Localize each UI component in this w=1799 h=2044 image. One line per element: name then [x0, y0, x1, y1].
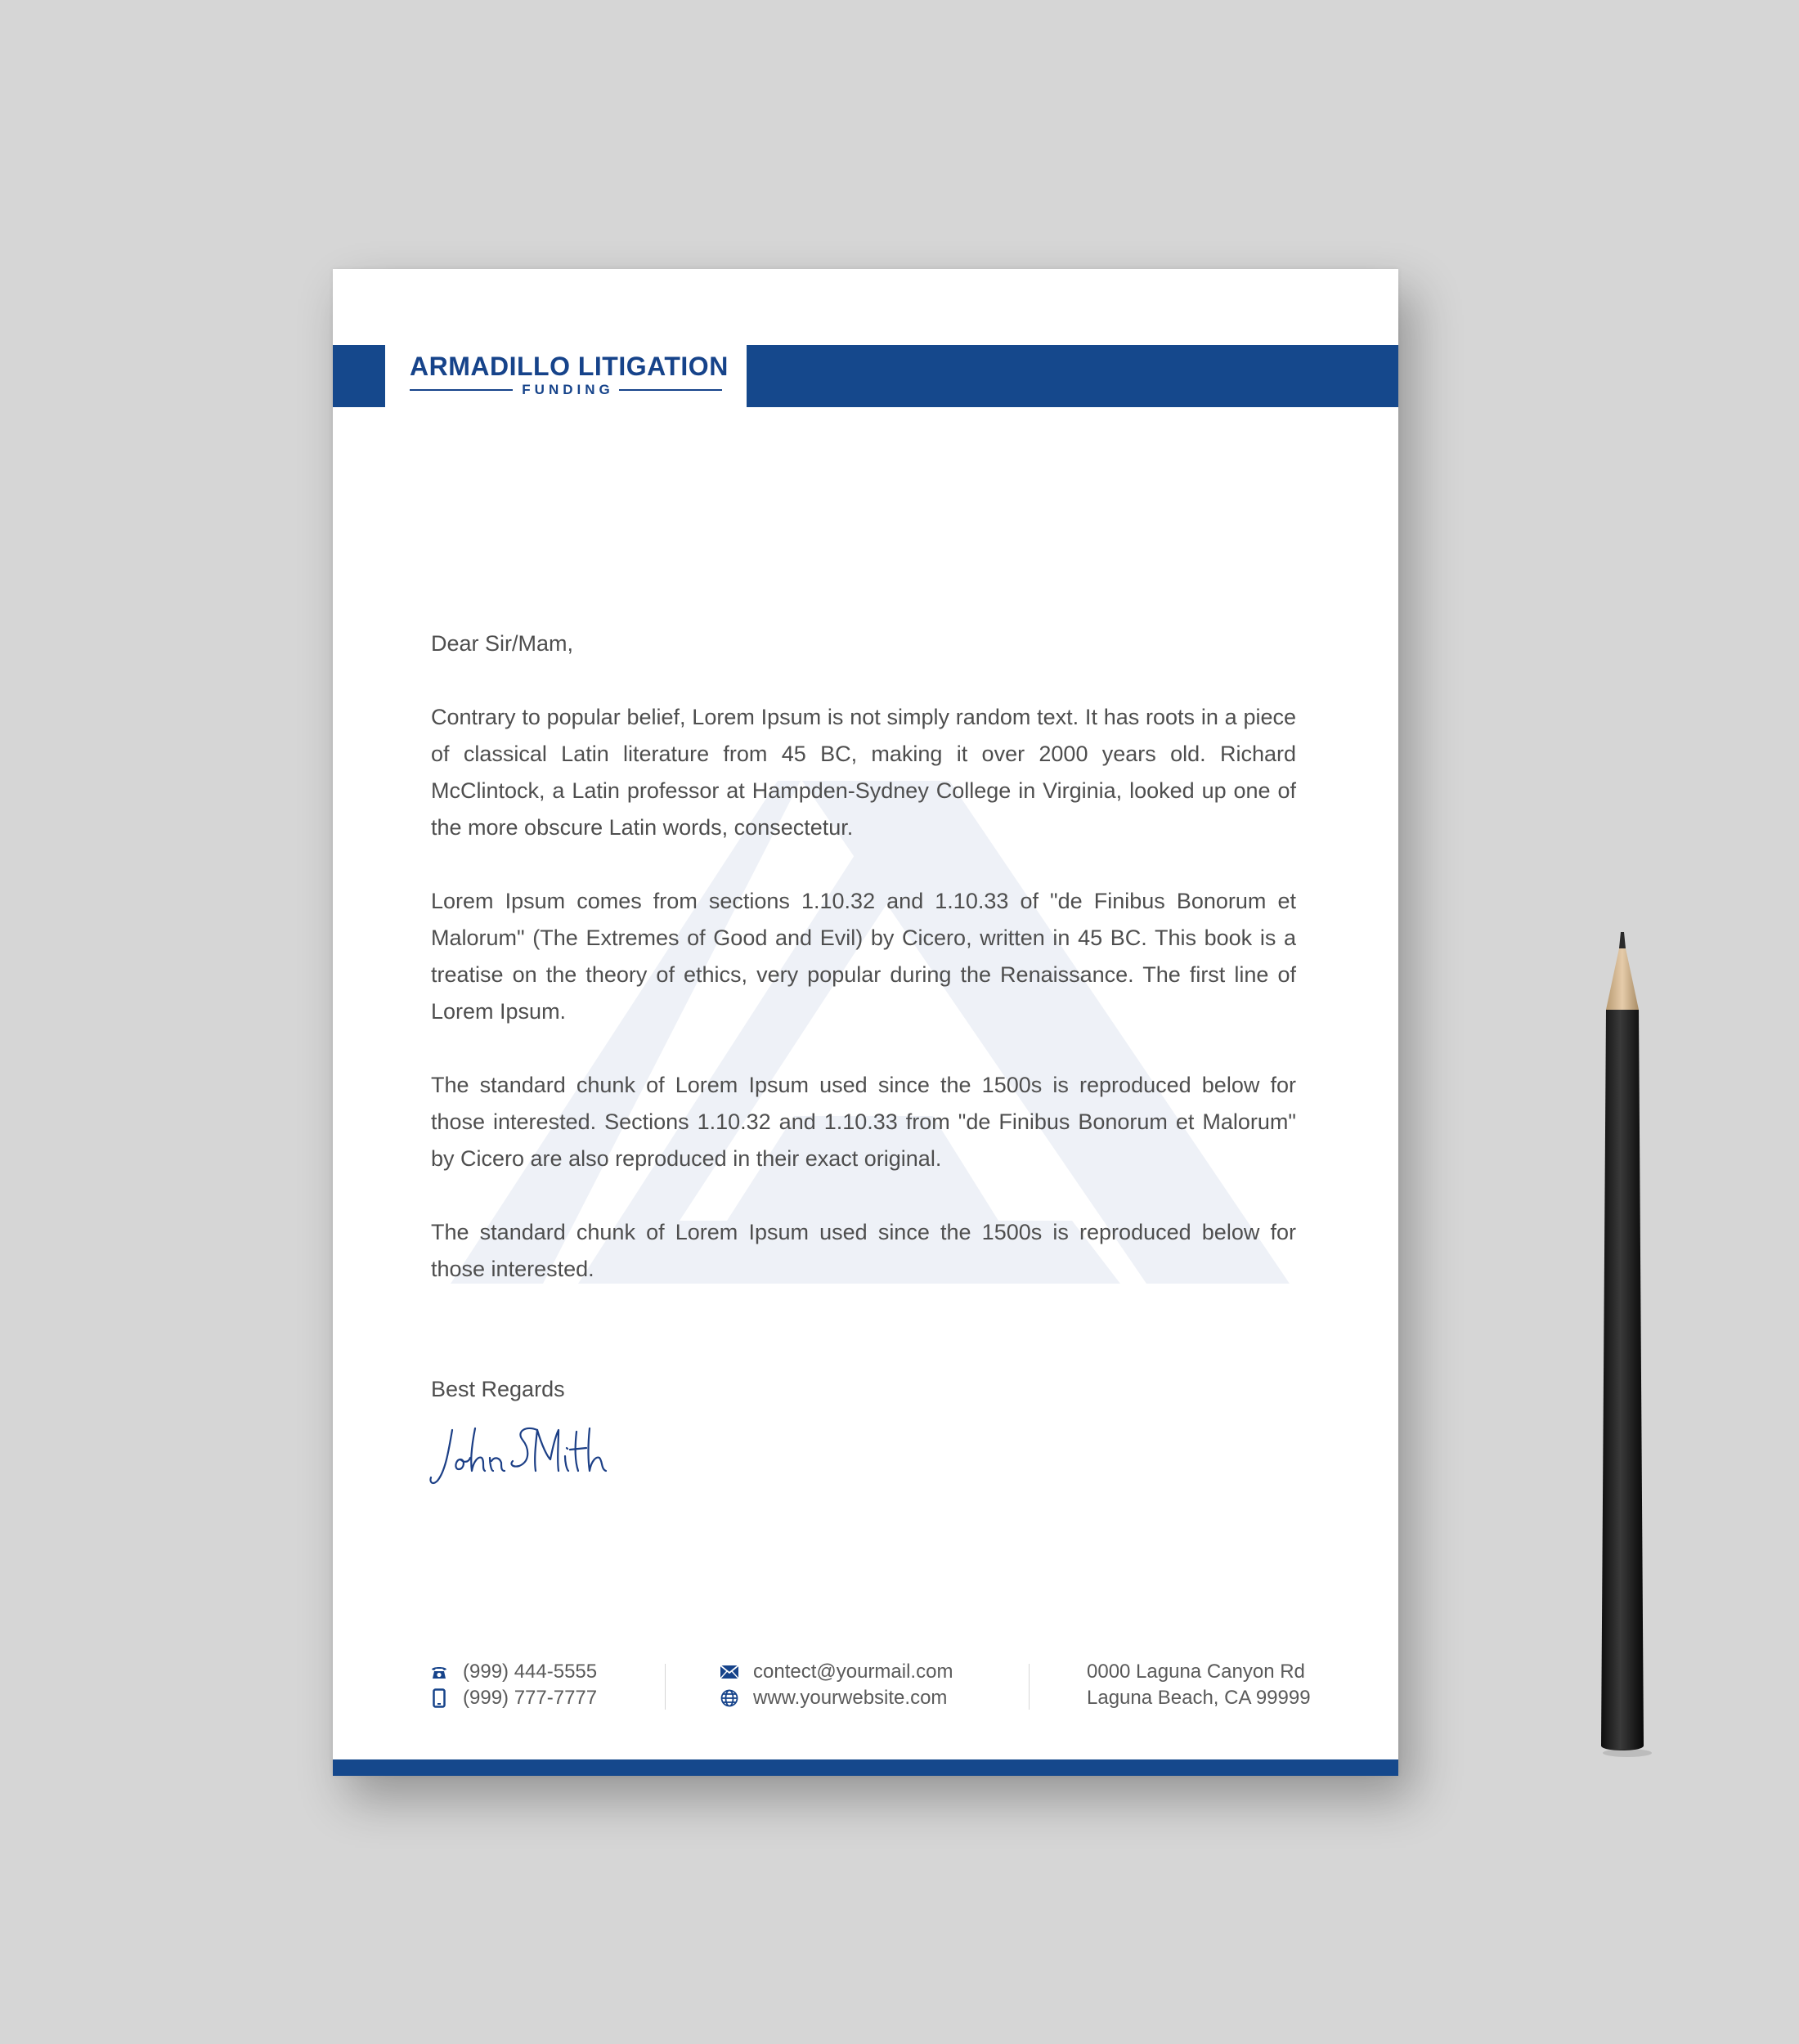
header-bar-left	[333, 345, 385, 407]
letterhead-page	[333, 269, 1398, 1776]
logo-title: ARMADILLO LITIGATION	[410, 352, 729, 381]
logo-subtitle: FUNDING	[522, 382, 614, 397]
letter-closing: Best Regards	[431, 1377, 565, 1401]
letter-body	[431, 625, 1296, 1325]
letter-paragraph-2: Lorem Ipsum comes from sections 1.10.32 and 1.10.33 of "de Finibus Bonorum et Malorum" (The Extremes of Good and Evil) by Cicero, written in 45 BC. This book is a treatise on the theory of ethics, very popular during the Renaissance. The first line of Lorem Ipsum.	[431, 889, 1296, 1024]
letter-greeting: Dear Sir/Mam,	[431, 631, 574, 656]
company-logo	[410, 351, 729, 398]
phone-number: (999) 444-5555	[463, 1661, 598, 1683]
footer-divider-1	[665, 1664, 666, 1710]
address-line-2: Laguna Beach, CA 99999	[1087, 1687, 1311, 1709]
logo-rule-left	[410, 389, 513, 391]
globe-icon	[720, 1688, 739, 1708]
letter-paragraph-4: The standard chunk of Lorem Ipsum used since the 1500s is reproduced below for those interested.	[431, 1220, 1296, 1281]
phone-icon	[429, 1662, 449, 1682]
pencil-image	[1596, 932, 1653, 1758]
footer-bar	[333, 1759, 1398, 1776]
mobile-number: (999) 777-7777	[463, 1687, 598, 1709]
email-icon	[720, 1662, 739, 1682]
email-address[interactable]: contect@yourmail.com	[753, 1661, 953, 1683]
footer-address	[1087, 1659, 1311, 1711]
letter-paragraph-3: The standard chunk of Lorem Ipsum used since the 1500s is reproduced below for those interested. Sections 1.10.32 and 1.10.33 from "de Finibus Bonorum et Malorum" by Cicero are also reproduced in their exact original.	[431, 1073, 1296, 1171]
letter-paragraph-1: Contrary to popular belief, Lorem Ipsum is not simply random text. It has roots in a piece of classical Latin literature from 45 BC, making it over 2000 years old. Richard McClintock, a Latin professor at Hampden-Sydney College in Virginia, looked up one of the more obscure Latin words, consectetur.	[431, 705, 1296, 840]
footer-divider-2	[1029, 1664, 1030, 1710]
footer-phones	[429, 1659, 597, 1711]
website-url[interactable]: www.yourwebsite.com	[753, 1687, 948, 1709]
logo-rule-right	[619, 389, 722, 391]
footer-online	[720, 1659, 953, 1711]
header-bar-right	[747, 345, 1398, 407]
handwritten-signature	[428, 1420, 616, 1494]
mobile-icon	[429, 1688, 449, 1708]
contact-footer	[429, 1659, 1398, 1716]
address-line-1: 0000 Laguna Canyon Rd	[1087, 1661, 1305, 1683]
